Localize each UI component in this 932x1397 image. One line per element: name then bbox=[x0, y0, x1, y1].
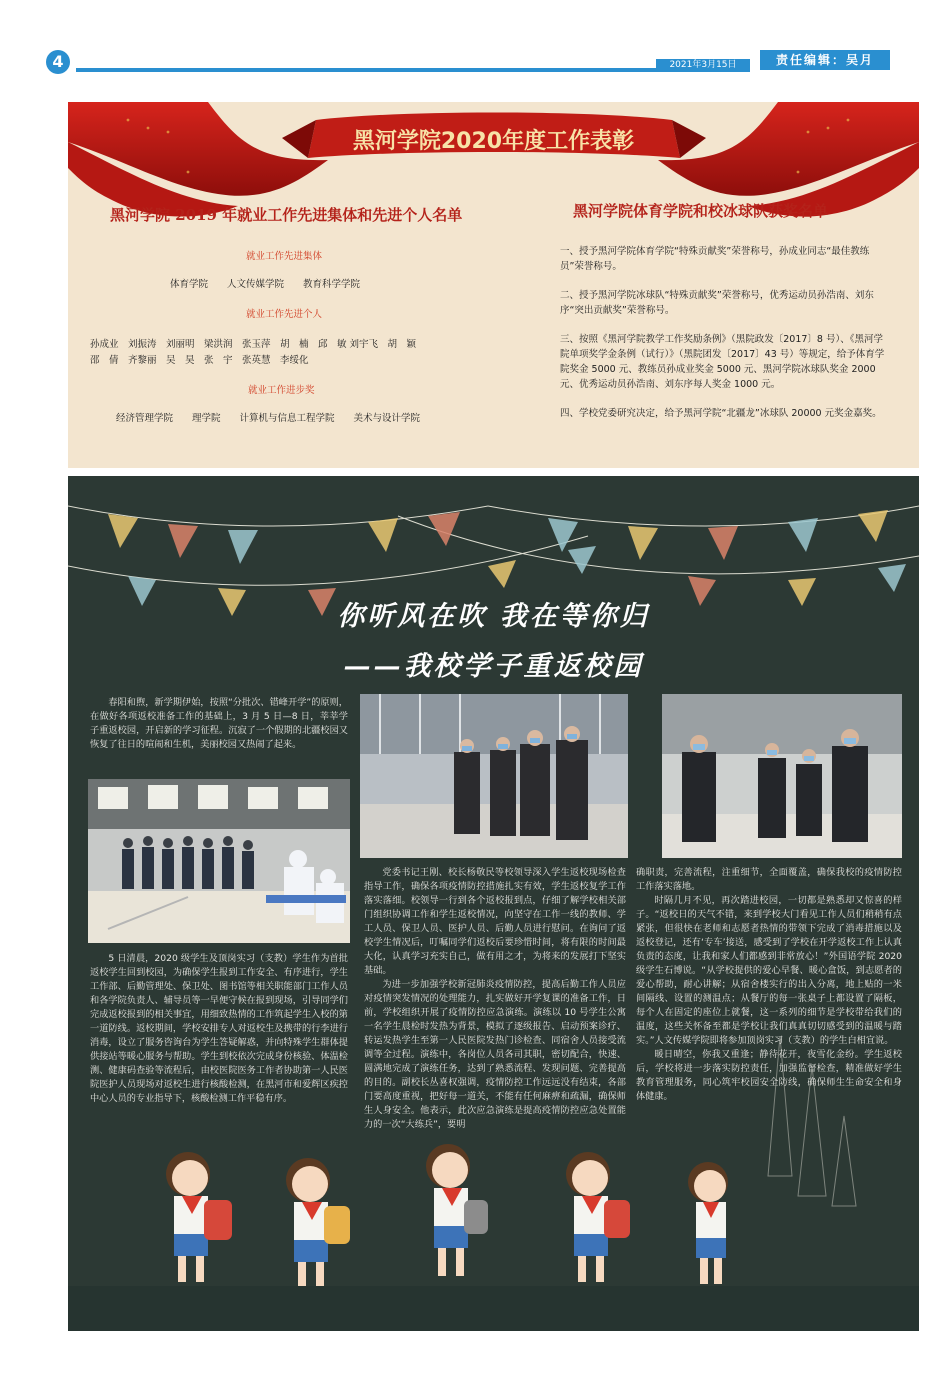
paragraph: 党委书记王刚、校长杨敬民等校领导深入学生返校现场检查指导工作，确保各项疫情防控措施扎实有效，学生返校复学工作落实落细。校领导一行到各个返校报到点，仔细了解学校相关部门组织协调工作和学生返校情况，向坚守在工作一线的教师、学工人员、保卫人员、医护人员、后勤人员进行慰问。在询问了返校学生情况后，叮嘱同学们返校后要珍惜时间，将有限的时间最大化，认真学习充实自己，做有用之才，为将来的发展打下坚实基础。 bbox=[364, 867, 626, 976]
paragraph: 暖日晴空，你我又重逢；静待花开，夜雪化金纷。学生返校后，学校将进一步落实防控责任，加强监督检查，精准做好学生教育管理服务，同心筑牢校园安全防线，确保师生生命安全和身体健康。 bbox=[636, 1049, 902, 1102]
award-panel bbox=[68, 102, 919, 468]
children-illustration bbox=[148, 1144, 768, 1294]
sports-item: 一、授予黑河学院体育学院“特殊贡献奖”荣誉称号，孙成业同志“最佳教练员”荣誉称号。 bbox=[560, 246, 870, 272]
issue-date: 2021年3月15日 bbox=[656, 59, 750, 72]
paragraph: 时隔几月不见，再次踏进校园，一切都是熟悉却又惊喜的样子。“返校日的天气不错，来到学校大门看见工作人员们稍稍有点紧张，但很快在老师和志愿者热情的带领下完成了消毒措施以及返校登记，还有‘专车’接送，感受到了学校在开学返校工作上认真负责的态度，让我和家人们都感到非常放心！”外国语学院 2020 级学生石博说。“从学校提供的爱心早餐、暖心盒饭，到志愿者的爱心帮助，耐心讲解；从宿舍楼实行的出入分离，地上贴的一米间隔线、设置的测温点；从餐厅的每一张桌子上都设置了隔板，每个人在固定的座位上就餐，这一系列的细节是学校带给我们的温度，这些关怀备至都是学校让我们真真切切感受到的温暖与踏实。”人文传媒学院即将参加顶岗实习（支教）的学生白相宜说。 bbox=[636, 895, 902, 1046]
employment-heading: 黑河学院 2019 年就业工作先进集体和先进个人名单 bbox=[110, 206, 463, 224]
individual-label: 就业工作先进个人 bbox=[246, 309, 323, 320]
progress-list: 经济管理学院 理学院 计算机与信息工程学院 美术与设计学院 bbox=[116, 413, 421, 424]
paragraph: 5 日清晨，2020 级学生及顶岗实习（支教）学生作为首批返校学生回到校园，为确保学生报到工作安全、有序进行，学生工作部、后勤管理处、保卫处、图书馆等相关职能部门工作人员和各学院负责人、辅导员等一早便守候在报到现场，引导同学们完成返校报到的相关事宜，用细致热情的工作筑起学生入校的第一道防线。返校期间，学校安排专人对返校生及携带的行李进行消毒，设立了服务咨询台为学生答疑解惑，并向特殊学生群体提供接站等暖心服务与帮助。学生到校依次完成身份核验、体温检测、健康码查验等流程后，由校医院医务工作者协助第一人民医院医护人员现场对返校生进行核酸检测，在黑河市和爱辉区疾控中心人员的专业指导下，核酸检测工作平稳有序。 bbox=[90, 953, 348, 1104]
photo-registration-queue bbox=[88, 779, 350, 943]
feature-subtitle: ——我校学子重返校园 bbox=[343, 651, 644, 682]
collective-label: 就业工作先进集体 bbox=[246, 251, 323, 262]
article-intro bbox=[90, 696, 348, 752]
individual-list-2: 邵 倩 齐黎丽 吴 昊 张 宇 张英慧 李绥化 bbox=[90, 355, 309, 366]
individual-list-1: 孙成业 刘振涛 刘丽明 梁洪润 张玉萍 胡 楠 邱 敏 刘宇飞 胡 颖 bbox=[90, 339, 417, 350]
progress-label: 就业工作进步奖 bbox=[248, 385, 315, 396]
feature-title: 你听风在吹 我在等你归 bbox=[337, 601, 650, 632]
feature-panel bbox=[68, 476, 919, 1331]
sports-item: 三、按照《黑河学院教学工作奖励条例》（黑院政发〔2017〕8 号）、《黑河学院单项奖学金条例（试行）》（黑院团发〔2017〕43 号）等规定，给予体育学院奖金 5000 元、教练员孙成业奖金 5000 元、黑河学院冰球队奖金 2000 元、优秀运动员孙浩南、刘东序每人奖金 1000 元。 bbox=[560, 334, 885, 390]
article-col3 bbox=[636, 866, 902, 1104]
photo-leaders-inspection bbox=[360, 694, 628, 858]
article-col1 bbox=[90, 952, 348, 1106]
paragraph: 春阳和煦，新学期伊始，按照“分批次、错峰开学”的原则，在做好各项返校准备工作的基础上，3 月 5 日—8 日，莘莘学子重返校园，开启新的学习征程。沉寂了一个假期的北疆校园又恢复了往日的喧闹和生机，美丽校园又热闹了起来。 bbox=[90, 697, 348, 750]
sports-heading: 黑河学院体育学院和校冰球队获奖名单 bbox=[573, 202, 829, 220]
editor-credit: 责任编辑：吴月 bbox=[760, 50, 890, 70]
paragraph: 确职责，完善流程，注重细节，全面覆盖，确保我校的疫情防控工作落实落地。 bbox=[636, 867, 902, 892]
article-col2 bbox=[364, 866, 626, 1132]
header-rule bbox=[76, 68, 746, 72]
award-title: 黑河学院2020年度工作表彰 bbox=[352, 129, 635, 154]
sports-item: 四、学校党委研究决定，给予黑河学院“北疆龙”冰球队 20000 元奖金嘉奖。 bbox=[560, 408, 882, 419]
photo-campus-visit bbox=[662, 694, 902, 858]
collective-list: 体育学院 人文传媒学院 教育科学学院 bbox=[170, 279, 361, 290]
page-number: 4 bbox=[46, 50, 70, 74]
paragraph: 为进一步加强学校新冠肺炎疫情防控，提高后勤工作人员应对疫情突发情况的处理能力，扎实做好开学复课的准备工作，日前，学校组织开展了疫情防控应急演练。演练以 10 号学生公寓一名学生晨检时发热为背景，模拟了逐级报告、启动预案诊疗、转运发热学生至第一人民医院发热门诊检查、同宿舍人员接受流调等全过程。演练中，各岗位人员各司其职，密切配合，快速、圆满地完成了演练任务，达到了熟悉流程、发现问题、完善提高的目的。副校长丛喜权强调，疫情防控工作远远没有结束，各部门要高度重视，把好每一道关，不能有任何麻痹和疏漏，确保师生人身安全。他表示，此次应急演练是提高疫情防控应急处置能力的一次“大练兵”，要明 bbox=[364, 979, 626, 1130]
sports-item: 二、授予黑河学院冰球队“特殊贡献奖”荣誉称号，优秀运动员孙浩南、刘东序“突出贡献奖”荣誉称号。 bbox=[560, 290, 874, 316]
